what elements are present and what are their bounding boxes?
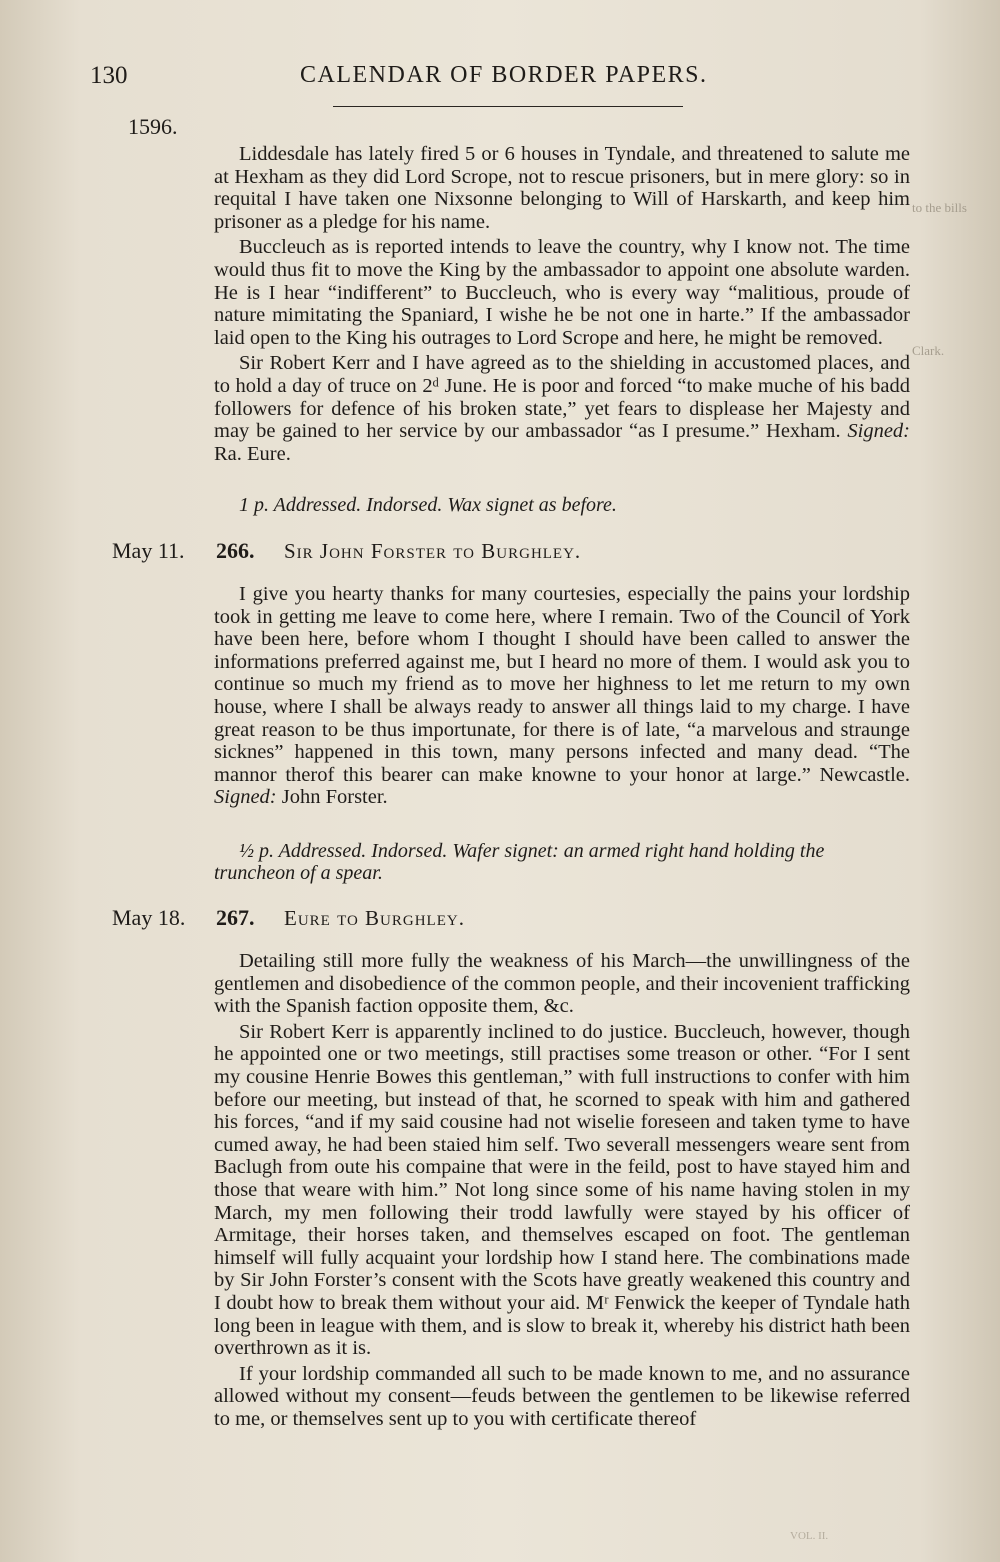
page-number: 130 bbox=[90, 62, 128, 89]
endorsement-note: 1 p. Addressed. Indorsed. Wax signet as before. bbox=[239, 494, 617, 516]
paragraph bbox=[214, 583, 910, 809]
bleed-through-text: VOL. II. bbox=[790, 1530, 829, 1542]
entry-number: 266. bbox=[216, 538, 255, 563]
header-rule bbox=[333, 106, 683, 107]
year-marginal: 1596. bbox=[128, 114, 178, 139]
entry-date: May 18. bbox=[112, 905, 186, 930]
signed-label: Signed: bbox=[847, 420, 910, 443]
paragraph: Liddesdale has lately fired 5 or 6 houses in Tyndale, and threatened to salute me at Hexham as they did Lord Scrope, not to rescue prisoners, but in mere glory: so in requital I have taken one Nixsonne belonging to Will of Harskarth, and keep him prisoner as a pledge for his name. bbox=[214, 143, 910, 233]
bleed-through-text: to the bills bbox=[912, 200, 967, 215]
entry-body bbox=[214, 583, 910, 809]
entry-title: Sir John Forster to Burghley. bbox=[284, 539, 582, 563]
entry-body bbox=[214, 950, 910, 1430]
endorsement-note: ½ p. Addressed. Indorsed. Wafer signet: an armed right hand holding the truncheon of a spear. bbox=[214, 840, 825, 884]
paragraph: If your lordship commanded all such to be made known to me, and no assurance allowed without my consent—feuds between the gentlemen to be likewise referred to me, or themselves sent up to you with certificate thereof bbox=[214, 1362, 910, 1430]
entry-date: May 11. bbox=[112, 538, 185, 563]
entry-title: Eure to Burghley. bbox=[284, 906, 465, 930]
paragraph-text: I give you hearty thanks for many courtesies, especially the pains your lordship took in getting me leave to come here, where I remain. Two of the Council of York have been here, before whom I thought I should have been called to answer the informations preferred against me, but I heard no more of them. I would ask you to continue so much my friend as to move her highness to let me return to my own house, where I shall be always ready to answer all things laid to my charge. I have great reason to be thus importunate, for there is of late, “a marvelous and straunge sicknes” happened in this town, many persons infected and many dead. “The mannor therof this bearer can make knowne to your honor at large.” Newcastle. bbox=[214, 583, 910, 786]
paragraph-text: Sir Robert Kerr and I have agreed as to the shielding in accustomed places, and to hold a day of truce on 2ᵈ June. He is poor and forced “to make muche of his badd followers for defence of his broken state,” yet fears to displease her Majesty and may be gained to her service by our ambassador “as I presume.” Hexham. bbox=[214, 352, 910, 443]
signed-label: Signed: bbox=[214, 786, 277, 809]
paragraph bbox=[214, 352, 910, 465]
bleed-through-text: Clark. bbox=[912, 343, 945, 358]
signatory: Ra. Eure. bbox=[214, 442, 291, 465]
entry-number: 267. bbox=[216, 905, 255, 930]
signatory: John Forster. bbox=[281, 786, 388, 809]
paragraph: Detailing still more fully the weakness of his March—the unwillingness of the gentlemen and disobedience of the common people, and their incovenient trafficking with the Spanish faction opposite them, &c. bbox=[214, 950, 910, 1018]
letter-continued bbox=[214, 143, 910, 465]
paragraph: Sir Robert Kerr is apparently inclined to do justice. Buccleuch, however, though he appointed one or two meetings, still practises some treason or other. “For I sent my cousine Henrie Bowes this gentleman,” with full instructions to confer with him before our meeting, but instead of that, he scorned to speak with him and gathered his forces, “and if my said cousine had not wiselie foreseen and taken tyme to have cumed away, he had been staied him self. Two severall messengers weare sent from Baclugh from oute his compaine that were in the feild, post to have stayed him and those that weare with him.” Not long since some of his name having stolen in my March, my men following their trodd lawfully were stayed by his officer of Armitage, their horses taken, and themselves escaped on foot. The gentleman himself will fully acquaint your lordship how I stand here. The combinations made by Sir John Forster’s consent with the Scots have greatly weakened this country and I doubt how to break them without your aid. Mʳ Fenwick the keeper of Tyndale hath long been in league with them, and is slow to break it, whereby his district hath been overthrown as it is. bbox=[214, 1020, 910, 1360]
paragraph: Buccleuch as is reported intends to leave the country, why I know not. The time would thus fit to move the King by the ambassador to appoint one absolute warden. He is I hear “indifferent” to Buccleuch, who is every way “malitious, proude of nature mimitating the Spaniard, I wishe he be not one in harte.” If the ambassador laid open to the King his outrages to Lord Scrope and here, he might be removed. bbox=[214, 236, 910, 349]
running-title: CALENDAR OF BORDER PAPERS. bbox=[300, 62, 708, 88]
